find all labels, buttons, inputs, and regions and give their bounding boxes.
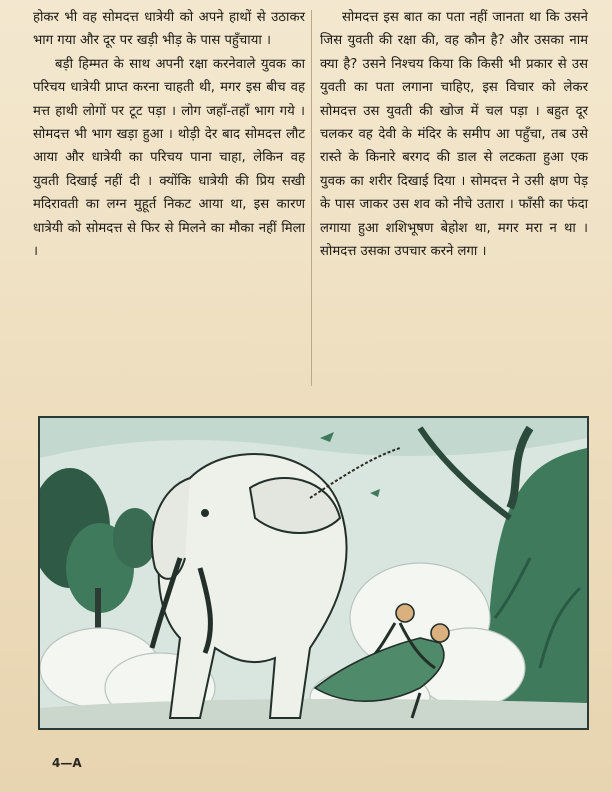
- right-text-column: [320, 6, 588, 263]
- left-paragraph-1: होकर भी वह सोमदत्त धात्रेयी को अपने हाथों से उठाकर भाग गया और दूर पर खड़ी भीड़ के पास पहुँचाया ।: [33, 10, 305, 49]
- page-number: 4—A: [52, 756, 82, 770]
- left-text-column: [33, 6, 305, 263]
- right-paragraph-1: सोमदत्त इस बात का पता नहीं जानता था कि उसने जिस युवती की रक्षा की, वह कौन है? और उसका नाम क्या है? उसने निश्चय किया कि किसी भी प्रकार से उस युवती का पता लगाना चाहिए, इस विचार को लेकर सोमदत्त उस युवती की खोज में चल पड़ा । बहुत दूर चलकर वह देवी के मंदिर के समीप आ पहुँचा, तब उसे रास्ते के किनारे बरगद की डाल से लटकता हुआ एक युवक का शरीर दिखाई दिया । सोमदत्त ने उसी क्षण पेड़ के पास जाकर उस शव को नीचे उतारा । फाँसी का फंदा लगाया हुआ शशिभूषण बेहोश था, मगर मरा न था । सोमदत्त उसका उपचार करने लगा ।: [320, 10, 588, 260]
- column-divider: [311, 10, 312, 386]
- elephant-charging-couple-illustration: [40, 418, 587, 728]
- left-paragraph-2: बड़ी हिम्मत के साथ अपनी रक्षा करनेवाले युवक का परिचय धात्रेयी प्राप्त करना चाहती थी, मगर इस बीच वह मत्त हाथी लोगों पर टूट पड़ा । लोग जहाँ-तहाँ भाग गये । सोमदत्त भी भाग खड़ा हुआ । थोड़ी देर बाद सोमदत्त लौट आया और धात्रेयी का परिचय पाना चाहा, लेकिन वह युवती दिखाई नहीं दी । क्योंकि धात्रेयी की प्रिय सखी मदिरावती का लग्न मुहूर्त निकट आया था, इस कारण धात्रेयी को सोमदत्त से फिर से मिलने का मौका नहीं मिला ।: [33, 56, 305, 260]
- story-illustration: [38, 416, 589, 730]
